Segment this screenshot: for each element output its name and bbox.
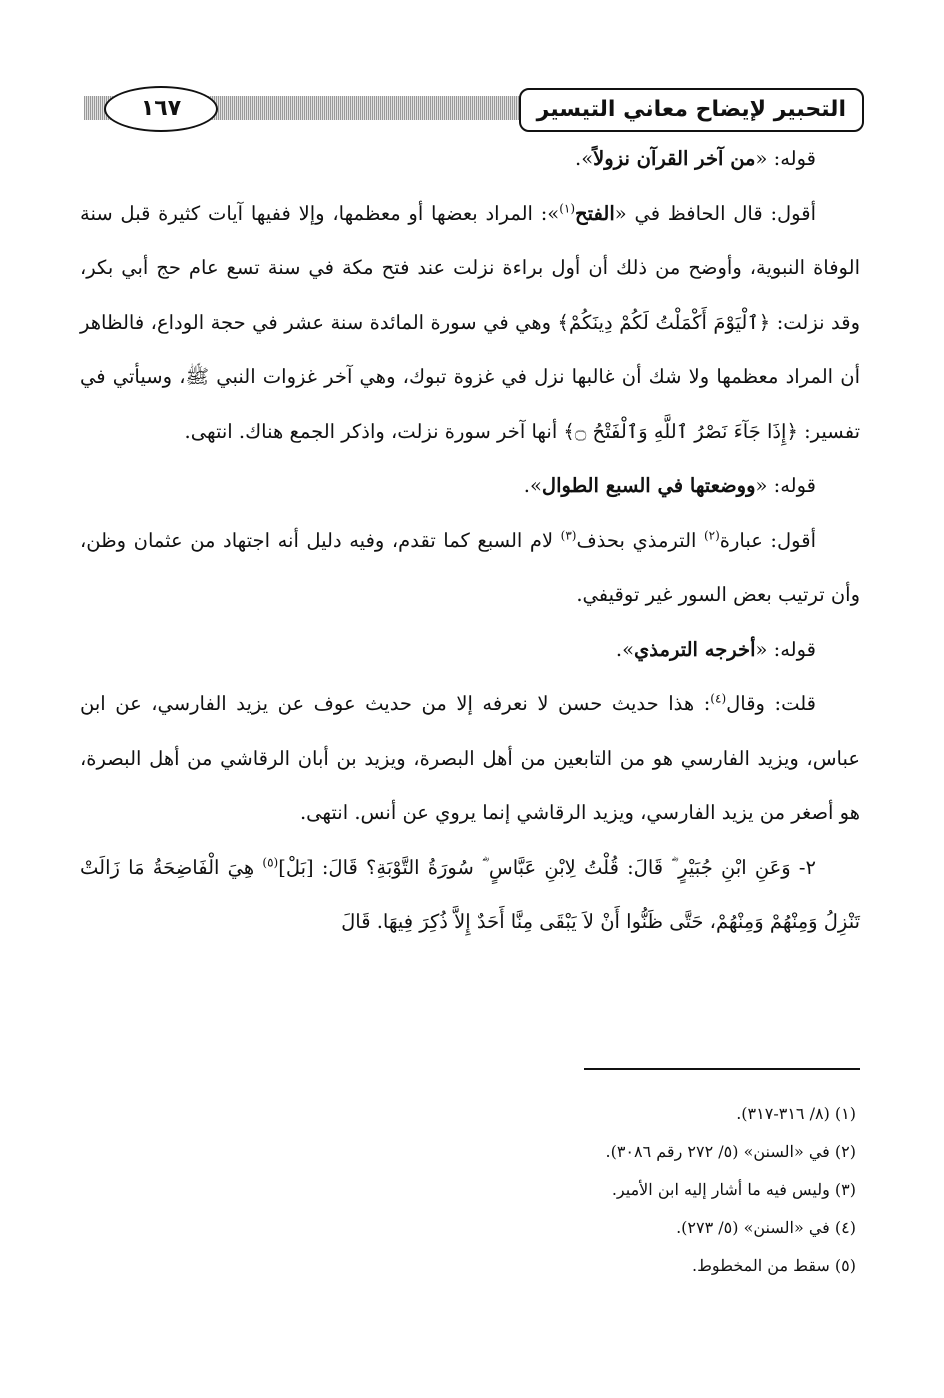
paragraph-p2 bbox=[80, 187, 860, 460]
text-run: لام السبع كما تقدم، وفيه دليل أنه اجتهاد من عثمان وظن، وأن ترتيب بعض السور غير توقيفي. bbox=[80, 528, 860, 606]
footnote-ref: (٤) bbox=[710, 691, 727, 706]
text-run: قوله: « bbox=[755, 474, 816, 497]
page-number: ١٦٧ bbox=[104, 86, 218, 132]
footnote-5: (٥) سقط من المخطوط. bbox=[692, 1256, 856, 1275]
footnote-4: (٤) في «السنن» (٥/ ٢٧٣). bbox=[676, 1218, 856, 1237]
main-text bbox=[80, 132, 860, 950]
text-run: أقول: قال الحافظ في « bbox=[614, 201, 816, 225]
text-run: ». bbox=[615, 637, 635, 661]
quoted-phrase: ووضعتها في السبع الطوال bbox=[541, 474, 756, 497]
quoted-phrase: من آخر القرآن نزولاً bbox=[593, 147, 756, 170]
paragraph-p7 bbox=[80, 841, 860, 950]
footnote-ref: (٢) bbox=[703, 528, 720, 542]
text-run: قوله: « bbox=[755, 637, 816, 661]
text-run: »: المراد بعضها أو معظمها، وإلا ففيها آيات كثيرة قبل سنة الوفاة النبوية، وأوضح من ذلك أن أول براءة نزلت عند فتح مكة في سنة تسع عام حج أبي بكر، وقد نزلت: ﴿ٱلْيَوْمَ أَكْمَلْتُ لَكُمْ دِينَكُمْ﴾ وهي في سورة المائدة سنة عشر في حجة الوداع، فالظاهر أن المراد معظمها ولا شك أن غالبها نزل في غزوة تبوك، وهي آخر غزوات النبي ﷺ، وسيأتي في تفسير: ﴿إِذَا جَآءَ نَصْرُ ٱللَّهِ وَٱلْفَتْحُ ۝﴾ أنها آخر سورة نزلت، واذكر الجمع هناك. انتهى. bbox=[80, 201, 860, 443]
quoted-phrase: الفتح bbox=[575, 201, 615, 225]
paragraph-p4 bbox=[80, 514, 860, 623]
text-run: ٢- وَعَنِ ابْنِ جُبَيْرٍ ؓ قَالَ: قُلْتُ لِابْنِ عَبَّاسٍ ؓ سُورَةُ التَّوْبَةِ؟ قَالَ: [بَلْ] bbox=[278, 855, 816, 879]
footnotes bbox=[80, 1095, 860, 1285]
text-run: : هذا حديث حسن لا نعرفه إلا من حديث عوف عن يزيد الفارسي، عن ابن عباس، ويزيد الفارسي هو من التابعين من أهل البصرة، ويزيد بن أبان الرقاشي من أهل البصرة، هو أصغر من يزيد الفارسي، ويزيد الرقاشي إنما يروي عن أنس. انتهى. bbox=[80, 692, 860, 824]
paragraph-p6 bbox=[80, 677, 860, 841]
footnote-ref: (٣) bbox=[560, 528, 577, 542]
text-run: هِيَ الْفَاضِحَةُ مَا زَالَتْ تَنْزِلُ وَمِنْهُمْ وَمِنْهُمْ، حَتَّى ظَنُّوا أَنْ لاَ يَبْقَى مِنَّا أَحَدٌ إِلاَّ ذُكِرَ فِيهَا. قَالَ bbox=[80, 855, 860, 933]
text-run: الترمذي بحذف bbox=[576, 528, 704, 552]
footnote-2: (٢) في «السنن» (٥/ ٢٧٢ رقم ٣٠٨٦). bbox=[605, 1142, 856, 1161]
book-title: التحبير لإيضاح معاني التيسير bbox=[519, 88, 864, 132]
quoted-phrase: أخرجه الترمذي bbox=[634, 637, 756, 661]
text-run: أقول: عبارة bbox=[719, 528, 816, 552]
footnote-ref: (٥) bbox=[262, 855, 279, 869]
paragraph-p3 bbox=[80, 459, 860, 514]
footnote-divider bbox=[584, 1068, 860, 1070]
page-header bbox=[84, 86, 864, 132]
footnote-3: (٣) وليس فيه ما أشار إليه ابن الأمير. bbox=[611, 1180, 856, 1199]
paragraph-p1 bbox=[80, 132, 860, 187]
footnote-ref: (١) bbox=[559, 201, 576, 215]
text-run: ». bbox=[523, 474, 542, 497]
paragraph-p5 bbox=[80, 623, 860, 678]
footnote-1: (١) (٨/ ٣١٦-٣١٧). bbox=[736, 1104, 856, 1123]
text-run: قوله: « bbox=[755, 147, 816, 170]
text-run: ». bbox=[575, 147, 594, 170]
text-run: قلت: وقال bbox=[726, 692, 817, 715]
